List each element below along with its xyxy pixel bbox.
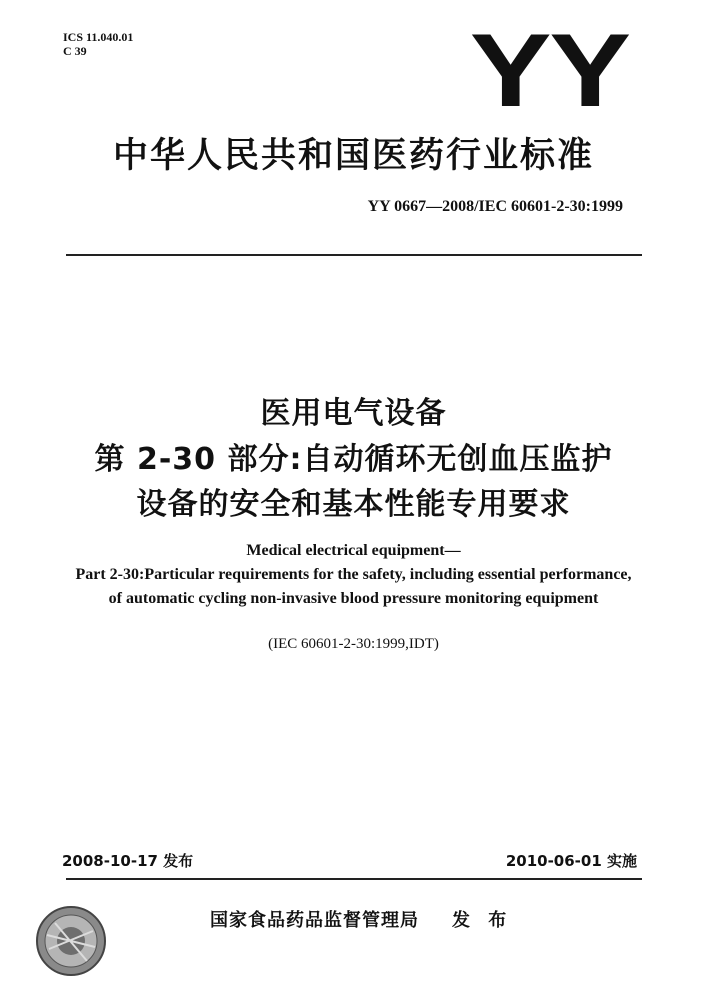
english-title-line-1: Medical electrical equipment— bbox=[246, 542, 461, 559]
iec-equivalence: (IEC 60601-2-30:1999,IDT) bbox=[268, 636, 439, 652]
classification-code: C 39 bbox=[63, 44, 87, 58]
chinese-title-line-1: 医用电气设备 bbox=[260, 396, 447, 431]
issue-label: 发 布 bbox=[452, 910, 513, 931]
publication-date: 2008-10-17 发布 bbox=[62, 852, 194, 870]
english-title-line-2: Part 2-30:Particular requirements for the safety, including essential performance, bbox=[75, 566, 632, 583]
english-title-line-3: of automatic cycling non-invasive blood pressure monitoring equipment bbox=[108, 590, 599, 607]
yy-logo: YY bbox=[470, 13, 629, 129]
issuing-authority: 国家食品药品监督管理局 bbox=[210, 910, 419, 931]
issuer-seal-icon bbox=[35, 905, 107, 977]
ics-code: ICS 11.040.01 bbox=[63, 30, 134, 44]
top-divider bbox=[66, 254, 642, 256]
chinese-title-line-2: 第 2-30 部分:自动循环无创血压监护 bbox=[94, 442, 613, 477]
bottom-divider bbox=[66, 878, 642, 880]
standard-title: 中华人民共和国医药行业标准 bbox=[112, 136, 594, 176]
standard-number: YY 0667—2008/IEC 60601-2-30:1999 bbox=[367, 198, 623, 215]
header-codes bbox=[63, 30, 133, 58]
implementation-date: 2010-06-01 实施 bbox=[505, 852, 637, 870]
chinese-title-line-3: 设备的安全和基本性能专用要求 bbox=[136, 487, 571, 522]
